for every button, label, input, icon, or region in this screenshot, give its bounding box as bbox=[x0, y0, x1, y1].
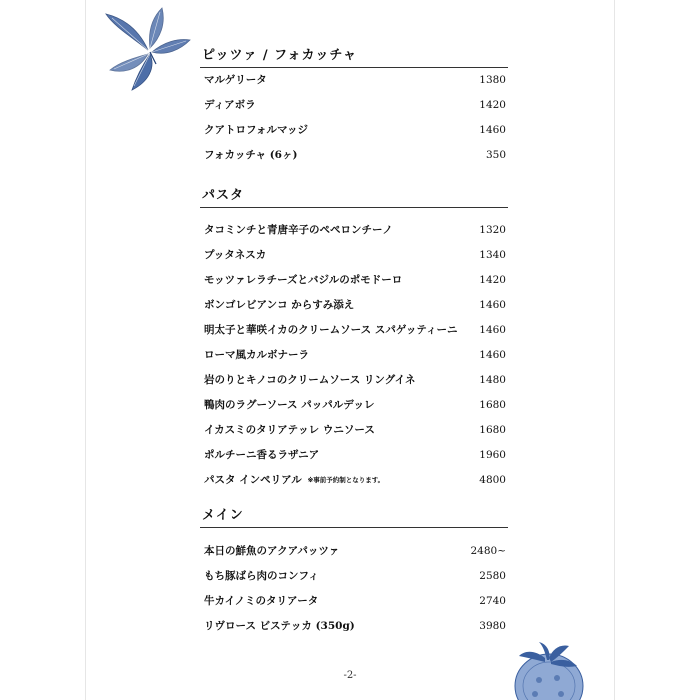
menu-item-price: 2740 bbox=[479, 595, 506, 607]
menu-item bbox=[200, 96, 506, 114]
menu-item bbox=[200, 221, 506, 239]
menu-item-price: 1420 bbox=[479, 274, 506, 286]
section-title: パスタ bbox=[202, 188, 245, 203]
menu-item-name: タコミンチと青唐辛子のペペロンチーノ bbox=[204, 224, 393, 236]
menu-item bbox=[200, 396, 506, 414]
menu-item-name: 岩のりとキノコのクリームソース リングイネ bbox=[204, 374, 416, 386]
menu-item-name: 明太子と華咲イカのクリームソース スパゲッティーニ bbox=[204, 324, 458, 336]
menu-item-price: 4800 bbox=[479, 474, 506, 486]
reservation-note: ※事前予約制となります。 bbox=[307, 476, 385, 484]
menu-item-price: 3980 bbox=[479, 620, 506, 632]
basil-illustration bbox=[100, 6, 192, 92]
menu-item-name: 鴨肉のラグーソース パッパルデッレ bbox=[204, 399, 375, 411]
menu-item-price: 1340 bbox=[479, 249, 506, 261]
menu-item-price: 1680 bbox=[479, 424, 506, 436]
menu-item-price: 1380 bbox=[479, 74, 506, 86]
menu-item-name: ディアボラ bbox=[204, 99, 256, 111]
menu-item-price: 1480 bbox=[479, 374, 506, 386]
menu-item bbox=[200, 592, 506, 610]
menu-item-name-text: パスタ インペリアル bbox=[204, 474, 302, 486]
menu-item-price: 2580 bbox=[479, 570, 506, 582]
menu-item-name: クアトロフォルマッジ bbox=[204, 124, 309, 136]
section-rule bbox=[200, 207, 508, 208]
menu-item-name: もち豚ばら肉のコンフィ bbox=[204, 570, 319, 582]
menu-item bbox=[200, 321, 506, 339]
menu-item bbox=[200, 146, 506, 164]
section-main bbox=[200, 506, 508, 528]
section-title: ピッツァ / フォカッチャ bbox=[202, 48, 357, 63]
menu-item-name: イカスミのタリアテッレ ウニソース bbox=[204, 424, 375, 436]
menu-item-name: 本日の鮮魚のアクアパッツァ bbox=[204, 545, 340, 557]
menu-item-name: モッツァレラチーズとバジルのポモドーロ bbox=[204, 274, 403, 286]
section-title: メイン bbox=[202, 508, 244, 523]
menu-item-price: 1460 bbox=[479, 299, 506, 311]
menu-item bbox=[200, 271, 506, 289]
page-number: -2- bbox=[343, 670, 357, 681]
menu-item-name: ローマ風カルボナーラ bbox=[204, 349, 309, 361]
menu-item bbox=[200, 346, 506, 364]
menu-item bbox=[200, 446, 506, 464]
menu-item bbox=[200, 246, 506, 264]
menu-item bbox=[200, 471, 506, 489]
menu-item-name: マルゲリータ bbox=[204, 74, 267, 86]
menu-item bbox=[200, 371, 506, 389]
menu-item bbox=[200, 296, 506, 314]
menu-item-name: リヴロース ビステッカ (350g) bbox=[204, 620, 355, 632]
menu-item-price: 1460 bbox=[479, 324, 506, 336]
menu-item-price: 1960 bbox=[479, 449, 506, 461]
menu-item bbox=[200, 421, 506, 439]
menu-item-name: プッタネスカ bbox=[204, 249, 267, 261]
menu-item bbox=[200, 567, 506, 585]
menu-item-price: 1320 bbox=[479, 224, 506, 236]
menu-item-name: ポルチーニ香るラザニア bbox=[204, 449, 320, 461]
menu-item bbox=[200, 542, 506, 560]
menu-item-price: 1420 bbox=[479, 99, 506, 111]
page-edge-left bbox=[85, 0, 86, 700]
section-pizza bbox=[200, 46, 508, 68]
menu-item-price: 2480~ bbox=[470, 545, 506, 557]
menu-item-name: ボンゴレビアンコ からすみ添え bbox=[204, 299, 355, 311]
menu-item bbox=[200, 71, 506, 89]
menu-item-price: 1460 bbox=[479, 349, 506, 361]
menu-item-name: フォカッチャ (6ヶ) bbox=[204, 149, 298, 161]
section-rule bbox=[200, 67, 508, 68]
menu-item-price: 350 bbox=[485, 149, 506, 161]
menu-item-name: 牛カイノミのタリアータ bbox=[204, 595, 319, 607]
menu-item-price: 1680 bbox=[479, 399, 506, 411]
menu-item-name bbox=[204, 471, 384, 489]
section-rule bbox=[200, 527, 508, 528]
page-edge-right bbox=[614, 0, 615, 700]
menu-item-price: 1460 bbox=[479, 124, 506, 136]
menu-item bbox=[200, 121, 506, 139]
menu-item bbox=[200, 617, 506, 635]
section-pasta bbox=[200, 186, 508, 208]
